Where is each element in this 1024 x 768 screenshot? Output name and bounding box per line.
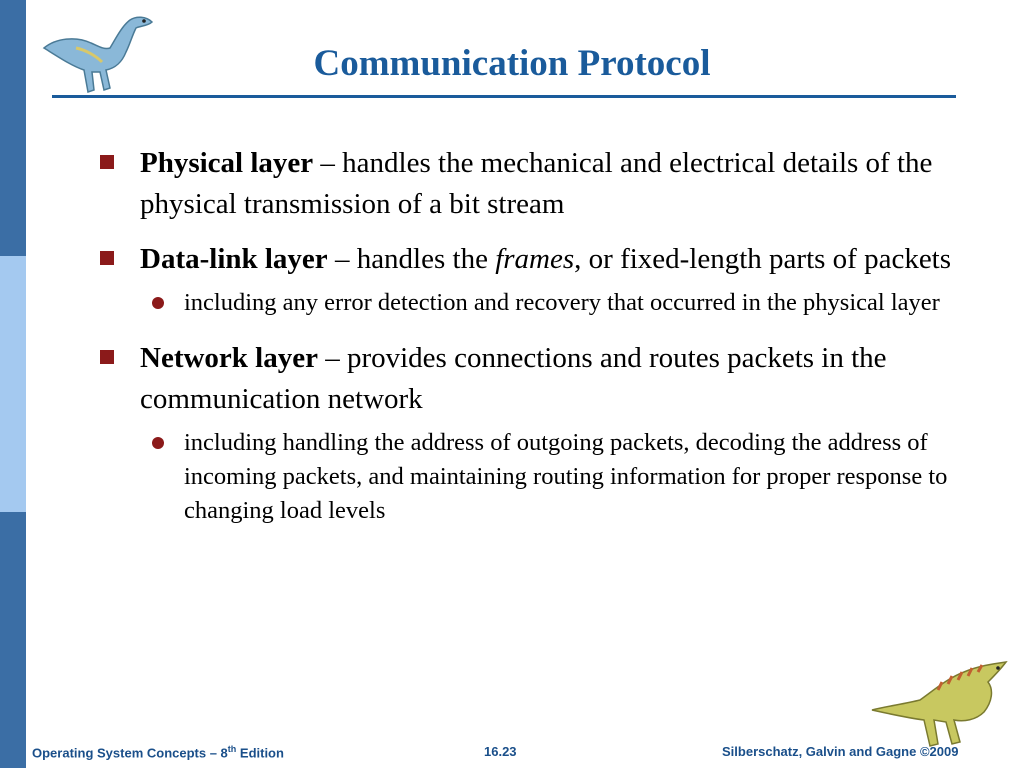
- bullet-emphasis: frames: [495, 243, 575, 275]
- footer-authors: Silberschatz, Galvin and Gagne ©2009: [722, 744, 959, 759]
- footer-book-suffix: Edition: [236, 745, 284, 761]
- side-bar-segment-middle: [0, 256, 26, 512]
- round-bullet-icon: [152, 437, 164, 449]
- bullet-term: Data-link layer: [140, 243, 328, 275]
- sub-bullet-text: including handling the address of outgoing packets, decoding the address of incoming packets, and maintaining routing information for proper response to changing load levels: [184, 429, 948, 524]
- round-bullet-icon: [152, 297, 164, 309]
- bullet-description-end: , or fixed-length parts of packets: [574, 243, 952, 275]
- bullet-description: – handles the mechanical and electrical details of the physical transmission of a bit stream: [140, 147, 933, 220]
- dinosaur-top-icon: [36, 8, 156, 96]
- footer-book-sup: th: [227, 744, 237, 754]
- bullet-data-link-layer: [100, 239, 990, 280]
- bullet-network-layer: [100, 338, 990, 420]
- side-bar-segment-top: [0, 0, 26, 256]
- side-bar-segment-bottom: [0, 512, 26, 768]
- bullet-term: Network layer: [140, 342, 318, 374]
- bullet-description: – provides connections and routes packets in the communication network: [140, 342, 887, 415]
- bullet-term: Physical layer: [140, 147, 314, 179]
- title-underline: [52, 95, 956, 98]
- sub-bullet-text: including any error detection and recovery that occurred in the physical layer: [184, 289, 940, 316]
- slide-title: Communication Protocol: [313, 43, 711, 84]
- side-bar: [0, 0, 26, 768]
- bullet-physical-layer: [100, 143, 990, 225]
- square-bullet-icon: [100, 350, 114, 364]
- square-bullet-icon: [100, 155, 114, 169]
- square-bullet-icon: [100, 251, 114, 265]
- footer-book-title: [32, 744, 284, 760]
- footer-book-prefix: Operating System Concepts – 8: [32, 745, 228, 761]
- dinosaur-bottom-icon: [868, 660, 1018, 750]
- sub-bullet-data-link: [100, 286, 990, 320]
- bullet-description: – handles the: [327, 243, 496, 275]
- slide-content: [100, 143, 990, 546]
- sub-bullet-network: [100, 426, 990, 528]
- footer-page-number: 16.23: [484, 744, 517, 759]
